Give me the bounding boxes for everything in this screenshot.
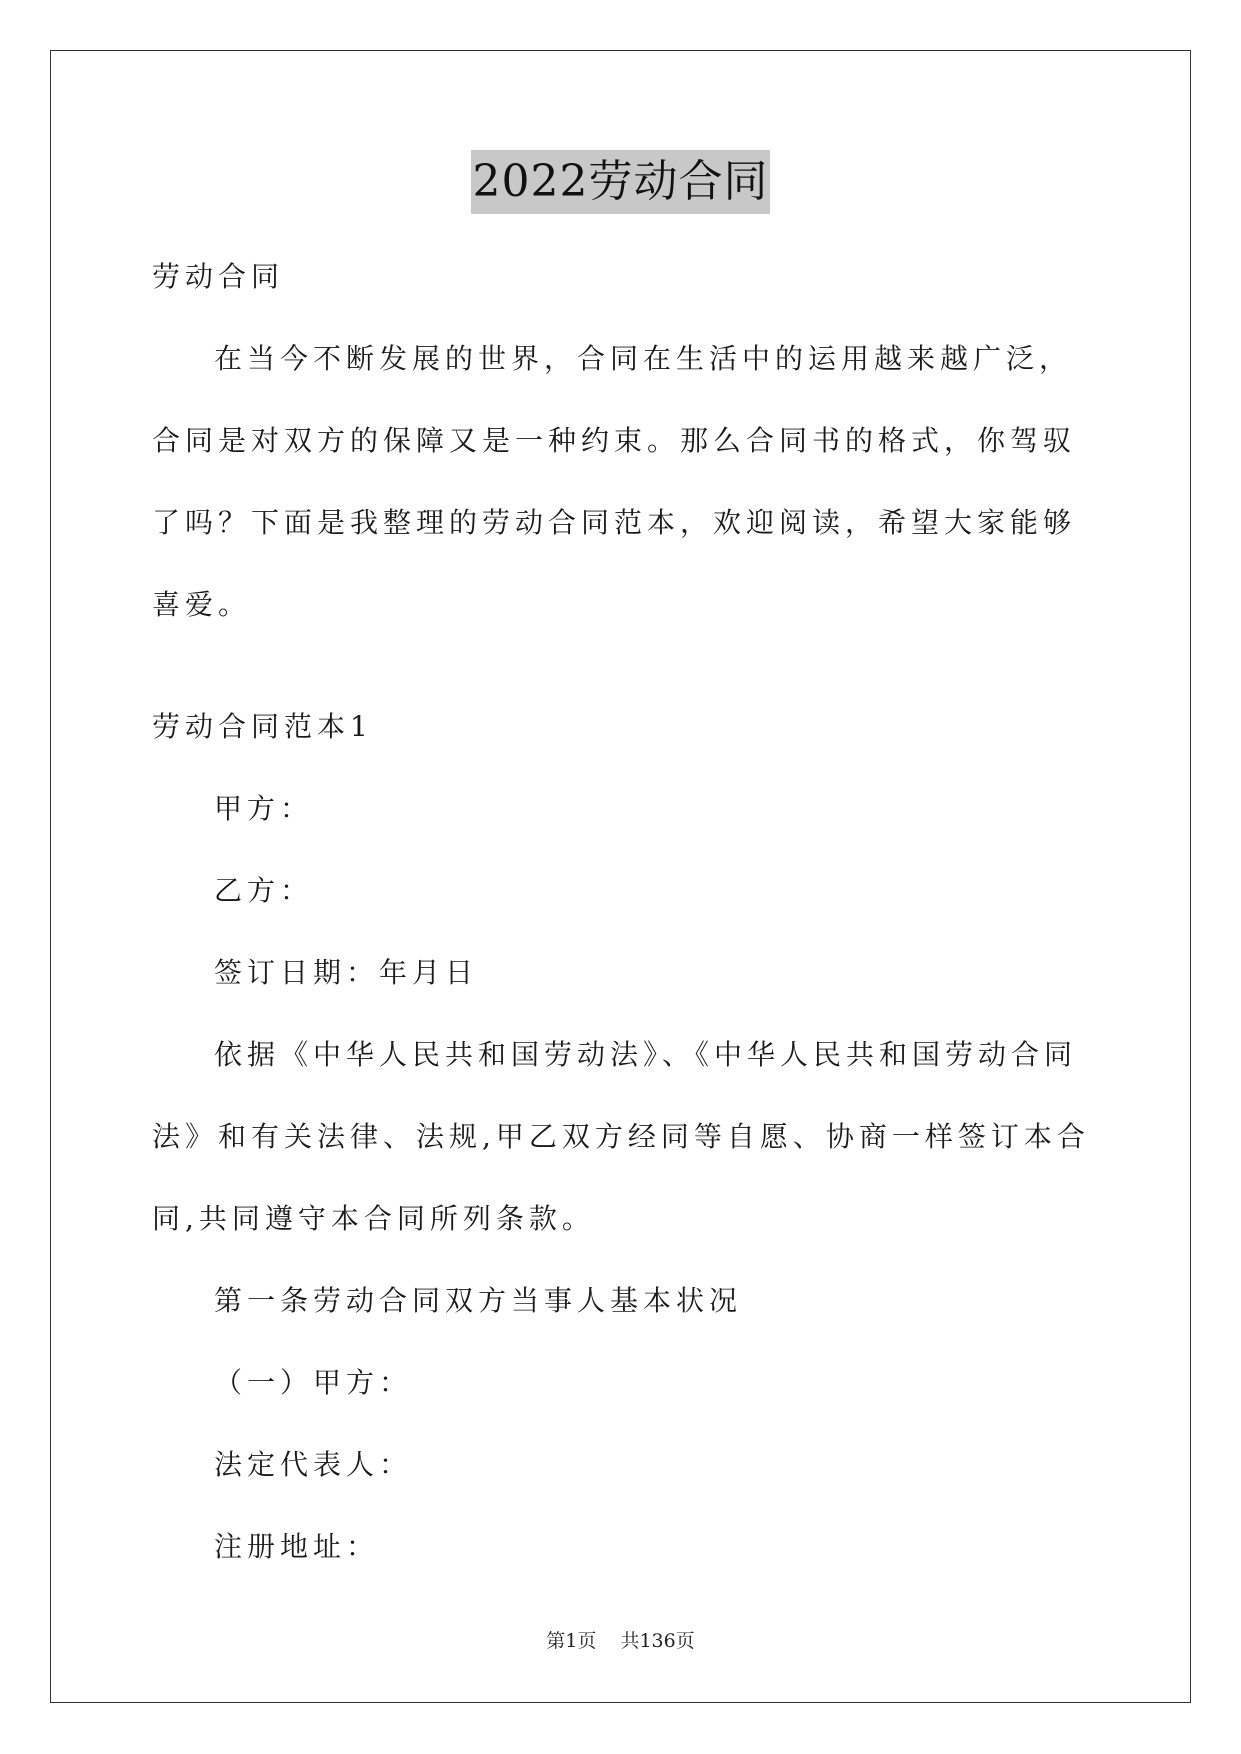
section-heading: 劳动合同范本1 <box>152 710 373 743</box>
document-body <box>152 236 1092 1588</box>
article-heading: 第一条劳动合同双方当事人基本状况 <box>214 1284 743 1317</box>
party-a-line: 甲方： <box>214 792 314 825</box>
intro-paragraph: 在当今不断发展的世界，合同在生活中的运用越来越广泛，合同是对双方的保障又是一种约束。那么合同书的格式，你驾驭了吗？下面是我整理的劳动合同范本，欢迎阅读，希望大家能够喜爱。 <box>152 342 1077 621</box>
legal-representative-line: 法定代表人： <box>214 1448 413 1481</box>
party-b-line: 乙方： <box>214 874 314 907</box>
party-a-subheading: （一）甲方： <box>214 1366 413 1399</box>
document-title: 2022劳动合同 <box>471 150 771 214</box>
section-heading: 劳动合同 <box>152 260 285 293</box>
legal-basis-paragraph: 依据《中华人民共和国劳动法》、《中华人民共和国劳动合同法》和有关法律、法规,甲乙双方经同等自愿、协商一样签订本合同,共同遵守本合同所列条款。 <box>152 1038 1090 1235</box>
signing-date-line: 签订日期：年月日 <box>214 956 479 989</box>
page-total: 共136页 <box>620 1630 695 1652</box>
title-container <box>0 150 1241 214</box>
page-number: 第1页 <box>546 1630 597 1652</box>
registered-address-line: 注册地址： <box>214 1530 380 1563</box>
page-footer <box>0 1626 1241 1653</box>
